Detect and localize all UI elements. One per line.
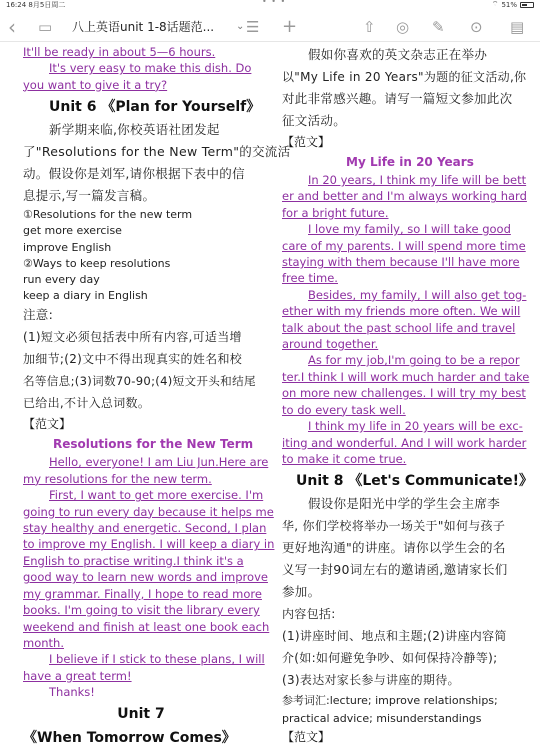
essay-line: to improve my English. I will keep a diary in (23, 537, 275, 552)
unit7-subheading: 《When Tomorrow Comes》 (23, 729, 236, 746)
note-line: 名等信息;(3)词数70-90;(4)短文开头和结尾 (23, 374, 256, 389)
task-line: 假设你是阳光中学的学生会主席李 (308, 496, 501, 512)
essay-line: talk about the past school life and travel (282, 320, 516, 335)
essay-line: In 20 years, I think my life will be bett (308, 173, 527, 187)
essay-line: my resolutions for the new term. (23, 471, 212, 486)
battery-icon (520, 2, 534, 8)
task-line: 动。假设你是刘军,请你根据下表中的信 (23, 166, 245, 182)
essay-line: I think my life in 20 years will be exc- (308, 419, 523, 434)
essay-line: free time. (282, 271, 338, 286)
list-icon[interactable]: ☰ (246, 18, 260, 36)
document-title[interactable]: 八上英语unit 1-8话题范... (72, 20, 215, 34)
add-icon[interactable]: + (282, 16, 298, 37)
essay-line: I believe if I stick to these plans, I will (49, 652, 265, 667)
essay-line: to make it come true. (282, 451, 407, 466)
status-right (492, 0, 534, 9)
unit8-heading: Unit 8 《Let's Communicate!》 (296, 473, 534, 490)
essay-line: ether with my friends more often. We will (282, 304, 521, 319)
essay-line: going to run every day because it helps me (23, 504, 274, 519)
essay-line: care of my parents. I will spend more time (282, 238, 526, 253)
essay-line: around together. (282, 337, 379, 352)
model-essay-label: 【范文】 (282, 135, 331, 149)
task-line: 华, 你们学校将举办一场关于"如何与孩子 (282, 519, 506, 534)
content-line: (3)表达对家长参与讲座的期待。 (282, 673, 460, 688)
outline-item: improve English (23, 240, 112, 254)
task-line: 了"Resolutions for the New Term"的交流活 (23, 144, 291, 160)
status-time: 16:24 8月5日周二 (6, 1, 66, 9)
essay-line: stay healthy and energetic. Second, I plan (23, 521, 267, 536)
task-line: 新学期来临,你校英语社团发起 (49, 122, 220, 138)
task-line: 对此非常感兴趣。请写一篇短文参加此次 (282, 91, 513, 106)
essay-line: my grammar. Finally, I hope to read more (23, 586, 262, 601)
text-line: you want to give it a try? (23, 77, 168, 92)
essay-line: English to practise writing.I think it's a (23, 553, 244, 568)
text-line: It'll be ready in about 5—6 hours. (23, 45, 216, 59)
outline-item: keep a diary in English (23, 289, 148, 303)
battery-percent: 51% (501, 0, 517, 9)
unit6-heading: Unit 6 《Plan for Yourself》 (49, 99, 261, 116)
multitask-dots[interactable]: • • • (262, 0, 287, 6)
task-line: 征文活动。 (282, 113, 347, 128)
note-label: 注意: (23, 307, 54, 323)
essay-line: weekend and finish at least one book each (23, 619, 270, 634)
document-toolbar (0, 12, 540, 42)
essay-line: As for my job,I'm going to be a repor (308, 353, 520, 368)
essay-line: have a great term! (23, 668, 132, 683)
vocab-line: practical advice; misunderstandings (282, 712, 482, 726)
essay-line: on more new challenges. I will try my best (282, 386, 526, 401)
essay-line: staying with them because I'll have more (282, 255, 520, 270)
task-line: 义写一封90词左右的邀请函,邀请家长们 (282, 562, 508, 578)
essay-line: to do every task well. (282, 402, 406, 417)
essay-title: My Life in 20 Years (346, 155, 474, 169)
sidebar-icon[interactable]: ▭ (38, 18, 53, 36)
content-line: 介(如:如何避免争吵、如何保持冷静等); (282, 651, 498, 666)
essay-line: Thanks! (49, 685, 95, 700)
essay-line: I love my family, so I will take good (308, 222, 511, 237)
document-icon[interactable]: ▤ (510, 18, 525, 36)
content-line: (1)讲座时间、地点和主题;(2)讲座内容简 (282, 629, 507, 644)
model-essay-label: 【范文】 (282, 730, 331, 745)
outline-item: get more exercise (23, 224, 122, 238)
note-line: 已给出,不计入总词数。 (23, 396, 151, 411)
task-line: 息提示,写一篇发言稿。 (23, 188, 156, 204)
essay-line: month. (23, 635, 64, 650)
outline-item: ②Ways to keep resolutions (23, 256, 171, 270)
pen-icon[interactable]: ✎ (432, 18, 445, 36)
essay-line: books. I'm going to visit the library every (23, 603, 260, 618)
essay-line: First, I want to get more exercise. I'm (49, 488, 264, 503)
more-icon[interactable]: ⊙ (470, 18, 483, 36)
outline-item: run every day (23, 273, 100, 287)
essay-line: er and better and I'm always working hard (282, 189, 527, 204)
annotate-icon[interactable]: ◎ (396, 18, 410, 36)
unit7-heading: Unit 7 (117, 705, 165, 722)
wifi-icon: ⌔ (491, 0, 499, 8)
note-line: 加细节;(2)文中不得出现真实的姓名和校 (23, 352, 243, 367)
share-icon[interactable]: ⇧ (363, 18, 376, 36)
back-icon[interactable]: ‹ (8, 15, 16, 39)
task-line: 更好地沟通"的讲座。请你以学生会的名 (282, 540, 506, 556)
chevron-down-icon[interactable]: ⌄ (236, 21, 245, 32)
essay-line: iting and wonderful. And I will work harder (282, 435, 527, 450)
essay-line: Besides, my family, I will also get tog- (308, 287, 527, 302)
essay-line: good way to learn new words and improve (23, 570, 268, 585)
essay-line: for a bright future. (282, 205, 389, 220)
right-column (282, 44, 534, 747)
essay-title: Resolutions for the New Term (53, 437, 254, 452)
status-bar (0, 0, 540, 10)
left-column (23, 44, 291, 750)
task-line: 假如你喜欢的英文杂志正在举办 (308, 47, 488, 62)
text-line: It's very easy to make this dish. Do (49, 61, 252, 76)
content-label: 内容包括: (282, 607, 336, 622)
vocab-line: 参考词汇:lecture; improve relationships; (282, 694, 498, 708)
essay-line: Hello, everyone! I am Liu Jun.Here are (49, 455, 269, 470)
note-line: (1)短文必须包括表中所有内容,可适当增 (23, 330, 242, 345)
model-essay-label: 【范文】 (23, 417, 72, 432)
task-line: 参加。 (282, 584, 321, 600)
task-line: 以"My Life in 20 Years"为题的征文活动,你 (282, 70, 527, 84)
essay-line: ter.I think I will work much harder and take (282, 369, 530, 384)
outline-item: ①Resolutions for the new term (23, 208, 193, 222)
